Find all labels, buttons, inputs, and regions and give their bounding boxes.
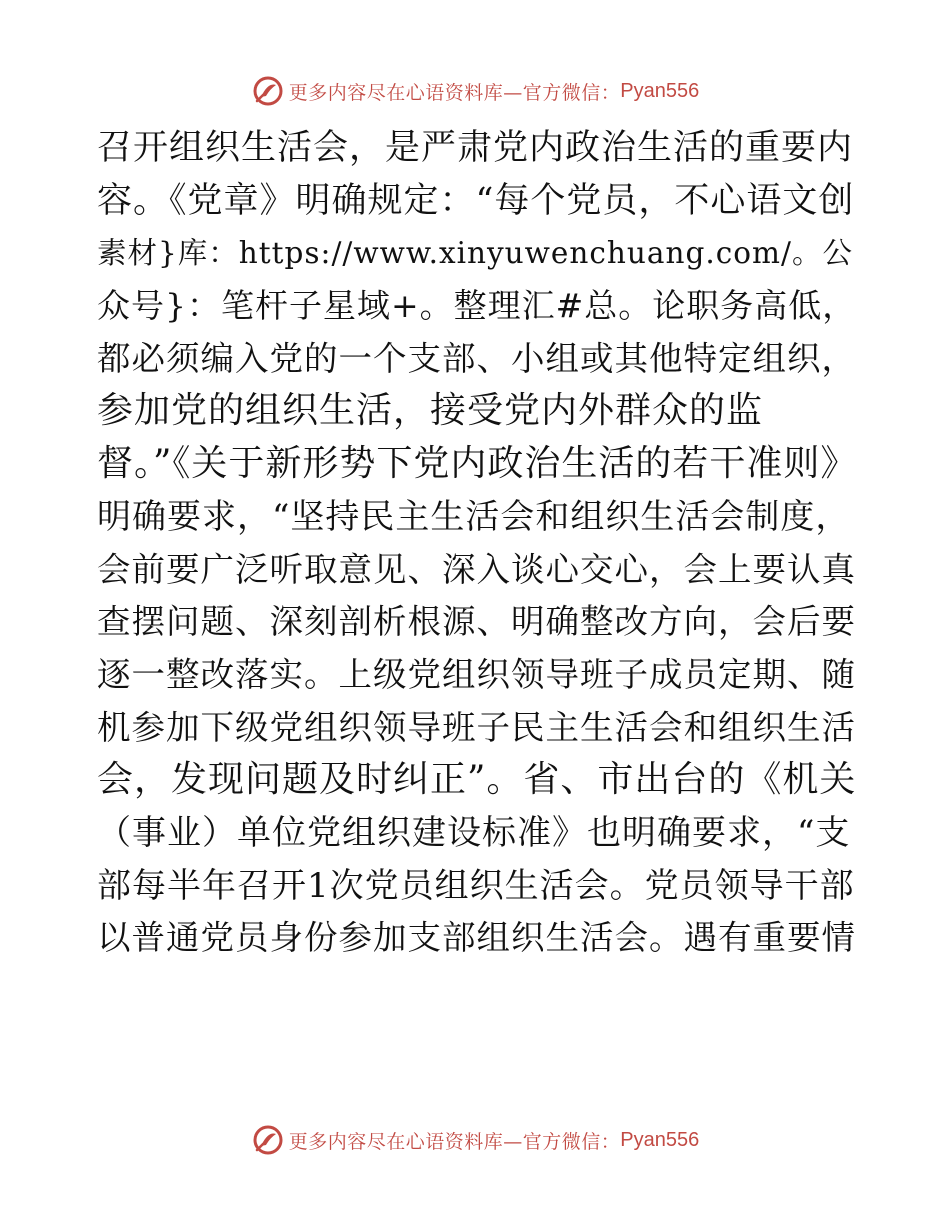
document-line: （事业）单位党组织建设标准》也明确要求，“支: [97, 812, 851, 853]
document-line: 众号}：笔杆子星域+。整理汇#总。论职务高低，: [97, 286, 857, 326]
document-line: 素材}库：https://www.xinyuwenchuang.com/。公: [97, 236, 853, 271]
document-line: 以普通党员身份参加支部组织生活会。遇有重要情: [97, 918, 856, 958]
document-line: 机参加下级党组织领导班子民主生活会和组织生活: [97, 707, 856, 747]
header-watermark-label: 更多内容尽在心语资料库—官方微信：: [288, 81, 621, 104]
document-line: 逐一整改落实。上级党组织领导班子成员定期、随: [97, 654, 856, 694]
brand-logo-icon: [251, 1123, 285, 1157]
document-line: 召开组织生活会，是严肃党内政治生活的重要内: [97, 128, 854, 168]
header-watermark-handle: Pyan556: [620, 79, 700, 102]
document-line: 参加党的组织生活，接受党内外群众的监: [97, 390, 764, 432]
footer-watermark-label: 更多内容尽在心语资料库—官方微信：: [288, 1130, 621, 1153]
footer-watermark-handle: Pyan556: [620, 1128, 700, 1151]
header-watermark: [0, 71, 950, 111]
footer-watermark: [0, 1120, 950, 1160]
document-body: [97, 122, 857, 965]
document-line: 部每半年召开1次党员组织生活会。党员领导干部: [97, 865, 855, 906]
document-line: 督。”《关于新形势下党内政治生活的若干准则》: [97, 443, 858, 485]
document-line: 都必须编入党的一个支部、小组或其他特定组织，: [97, 338, 856, 378]
document-line: 容。《党章》明确规定：“每个党员，不心语文创: [97, 180, 855, 221]
brand-logo-icon: [251, 74, 285, 108]
document-line: 查摆问题、深刻剖析根源、明确整改方向，会后要: [97, 602, 856, 642]
document-line: 会，发现问题及时纠正”。省、市出台的《机关: [97, 759, 857, 801]
document-line: 会前要广泛听取意见、深入谈心交心，会上要认真: [97, 549, 856, 589]
document-line: 明确要求，“坚持民主生活会和组织生活会制度，: [97, 496, 851, 537]
